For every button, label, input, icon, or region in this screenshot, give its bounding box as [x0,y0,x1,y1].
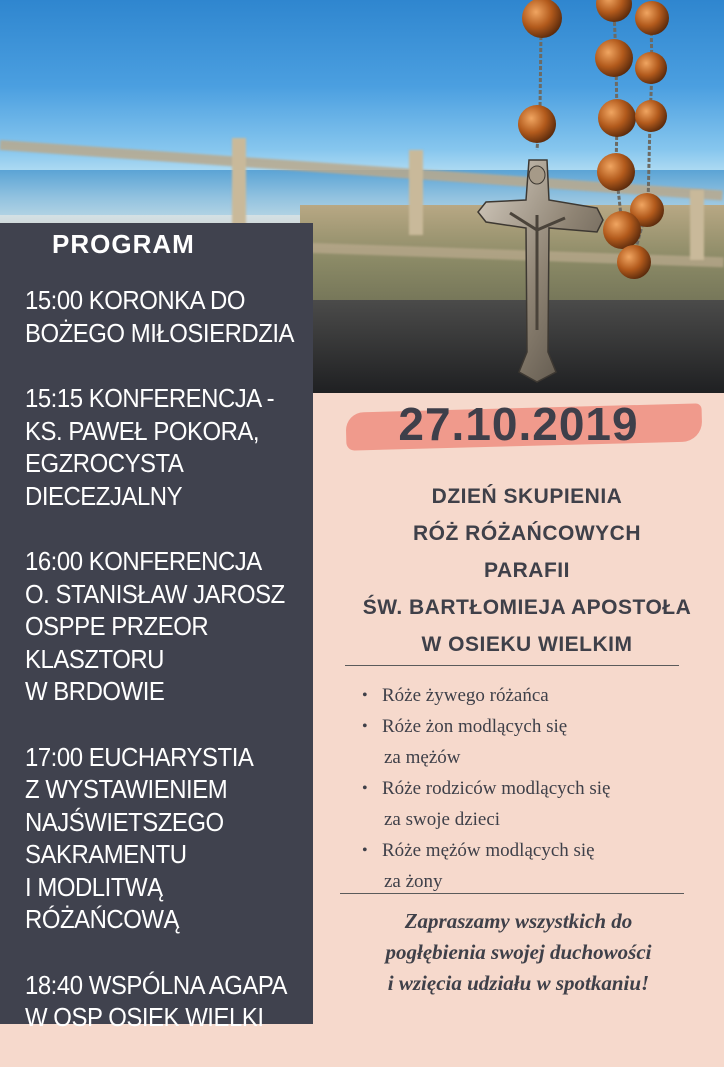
rose-item [362,773,702,835]
bullet-icon: • [362,687,368,704]
bullet-icon: • [362,780,368,797]
rose-name: Róże żon [382,716,454,737]
rose-desc: modlących się [453,716,568,737]
event-date: 27.10.2019 [398,398,639,450]
program-list [25,284,310,1067]
rose-item [362,835,702,897]
rose-name: Róże rodziców [382,778,497,799]
divider-top [345,665,679,666]
bullet-icon: • [362,842,368,859]
subtitle-line: PARAFII [484,559,570,582]
event-subtitle [330,478,724,663]
rose-desc: modlących się [496,778,611,799]
rose-name: Róże mężów [382,840,481,861]
rose-desc: żywego różańca [421,685,549,706]
rose-desc-line2: za mężów [384,747,461,768]
program-item: 15:15 KONFERENCJA - KS. PAWEŁ POKORA, EGZROCYSTA DIECEZJALNY [25,383,275,511]
subtitle-line: RÓŻ RÓŻAŃCOWYCH [413,522,641,545]
program-title: PROGRAM [52,229,195,259]
invitation-text: Zapraszamy wszystkich do pogłębienia swojej duchowości i wzięcia udziału w spotkaniu! [385,909,652,995]
rose-desc: modlących się [480,840,595,861]
roses-list [362,680,702,897]
subtitle-line: DZIEŃ SKUPIENIA [431,485,623,508]
program-item: 17:00 EUCHARYSTIA Z WYSTAWIENIEM NAJŚWIETSZEGO SAKRAMENTU I MODLITWĄ RÓŻAŃCOWĄ [25,741,254,934]
divider-bottom [340,893,684,894]
rose-name: Róże [382,685,422,706]
program-item: 16:00 KONFERENCJA O. STANISŁAW JAROSZ OSPPE PRZEOR KLASZTORU W BRDOWIE [25,546,285,706]
rose-item [362,680,702,711]
program-item: 18:40 WSPÓLNA AGAPA W OSP OSIEK WIELKI [25,969,288,1032]
subtitle-line: W OSIEKU WIELKIM [421,633,633,656]
subtitle-line: ŚW. BARTŁOMIEJA APOSTOŁA [362,596,692,619]
program-item: 15:00 KORONKA DO BOŻEGO MIŁOSIERDZIA [25,285,295,348]
rose-desc-line2: za swoje dzieci [384,809,501,830]
bullet-icon: • [362,718,368,735]
rose-item [362,711,702,773]
rose-desc-line2: za żony [384,871,443,892]
